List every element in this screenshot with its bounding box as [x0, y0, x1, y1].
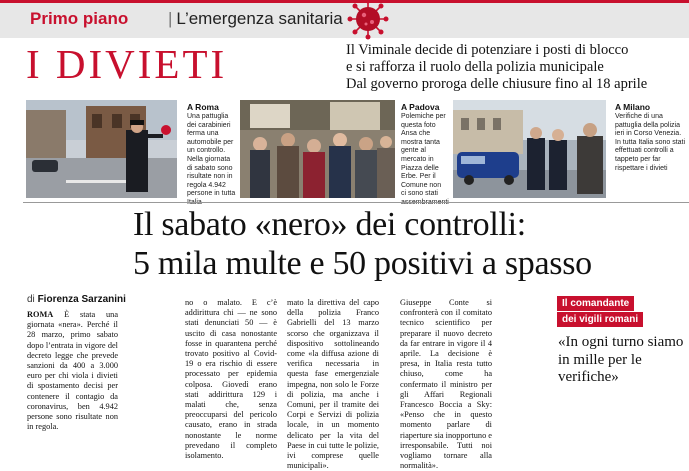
column-text: mato la direttiva del capo della polizia Franco Gabrielli del 13 marzo scorso che organizzava il dispositivo sottolineando come «la diffusa azione di verifica necessaria in questa fase emergenziale impegna, non solo le Forze di polizia, ma anche i Comuni, per il tramite dei Corpi e Servizi di polizia locale, in un momento delicato per la vita del Paese in cui tutte le polizie, ivi comprese quelle municipali».: [287, 298, 379, 471]
byline-author: Fiorenza Sarzanini: [37, 294, 126, 305]
headline-line-2: 5 mila multe e 50 positivi a spasso: [133, 245, 592, 282]
deck: [346, 42, 686, 93]
article-column-3: [287, 298, 379, 471]
caption-text: Polemiche per questa foto Ansa che mostra tanta gente al mercato in Piazza delle Erbe. Per il Comune non ci sono stati: [401, 113, 446, 198]
headline-line-1: Il sabato «nero» dei controlli:: [133, 206, 526, 243]
section-subtitle-text: L’emergenza sanitaria: [176, 9, 343, 28]
column-text: no o malato. E c’è addirittura chi — ne sono stati denunciati 50 — è uscito di casa nonostante fosse in quarantena perché trovato positivo al Covid-19 o era rischio di essere processato per epidemia colposa. Giovedì erano stati addirittura 129 i malati che, senza preoccuparsi del pericolo causato, erano in strada nonostante le norme prevedano il completo isolamento.: [185, 298, 277, 461]
deck-line: Dal governo proroga delle chiusure fino al 18 aprile: [346, 76, 648, 92]
section-separator: |: [168, 9, 173, 28]
caption-place: A Padova: [401, 102, 440, 112]
column-text: Giuseppe Conte si confronterà con il comitato tecnico scientifico per preparare il nuovo decreto da far entrare in vigore il 4 aprile. La decisione è presa, in Italia resta tutto chiuso, come ha confermato il ministro per gli Affari Regionali Francesco Boccia a Sky: «Penso che in questo momento parlare di riaperture sia inopportuno e irresponsabile. Tutti noi vogliamo tornare alla normalità».: [400, 298, 492, 471]
sidebar-label-2: dei vigili romani: [557, 312, 643, 327]
kicker-title: I DIVIETI: [26, 41, 228, 87]
divider: [23, 202, 689, 203]
byline-prefix: di: [27, 294, 35, 305]
deck-line: Il Viminale decide di potenziare i posti di blocco: [346, 42, 629, 58]
section-title: Primo piano: [30, 9, 129, 28]
section-subtitle: [168, 9, 343, 29]
caption-place: A Milano: [615, 102, 651, 112]
caption-text: Verifiche di una pattuglia della polizia ieri in Corso Venezia. In tutta Italia sono stati effettuati controlli a tappeto per far rispettare i divieti: [615, 113, 686, 172]
deck-line: e si rafforza il ruolo della polizia municipale: [346, 59, 604, 75]
caption-place: A Roma: [187, 102, 219, 112]
caption-roma: [187, 102, 237, 208]
photo-roma: [26, 100, 177, 198]
sidebar-quote: «In ogni turno siamo in mille per le verifiche»: [558, 334, 684, 385]
article-column-2: [185, 298, 277, 461]
sidebar-label-1: Il comandante: [557, 296, 634, 311]
dateline: ROMA: [27, 310, 54, 319]
photo-milano: [453, 100, 606, 198]
column-text: È stata una giornata «nera». Perché il 28 marzo, primo sabato dopo l’entrata in vigore del decreto legge che prevede sanzioni da 400 a 3.000 euro per chi viola i divieti di spostamento decisi per contenere il contagio da coronavirus, ben 4.942 persone sono risultate non in regola.: [27, 310, 118, 432]
photo-padova: [240, 100, 395, 198]
article-column-4: [400, 298, 492, 471]
coronavirus-icon: [345, 0, 391, 40]
caption-text: Una pattuglia dei carabinieri ferma una automobile per un controllo. Nella giornata di sabato sono risultate non in regola 4.942 persone in tutta: [187, 113, 236, 198]
byline: [27, 294, 126, 305]
article-column-1: [27, 310, 118, 432]
caption-padova: [401, 102, 448, 208]
headline: [133, 205, 592, 283]
caption-milano: [615, 102, 687, 173]
